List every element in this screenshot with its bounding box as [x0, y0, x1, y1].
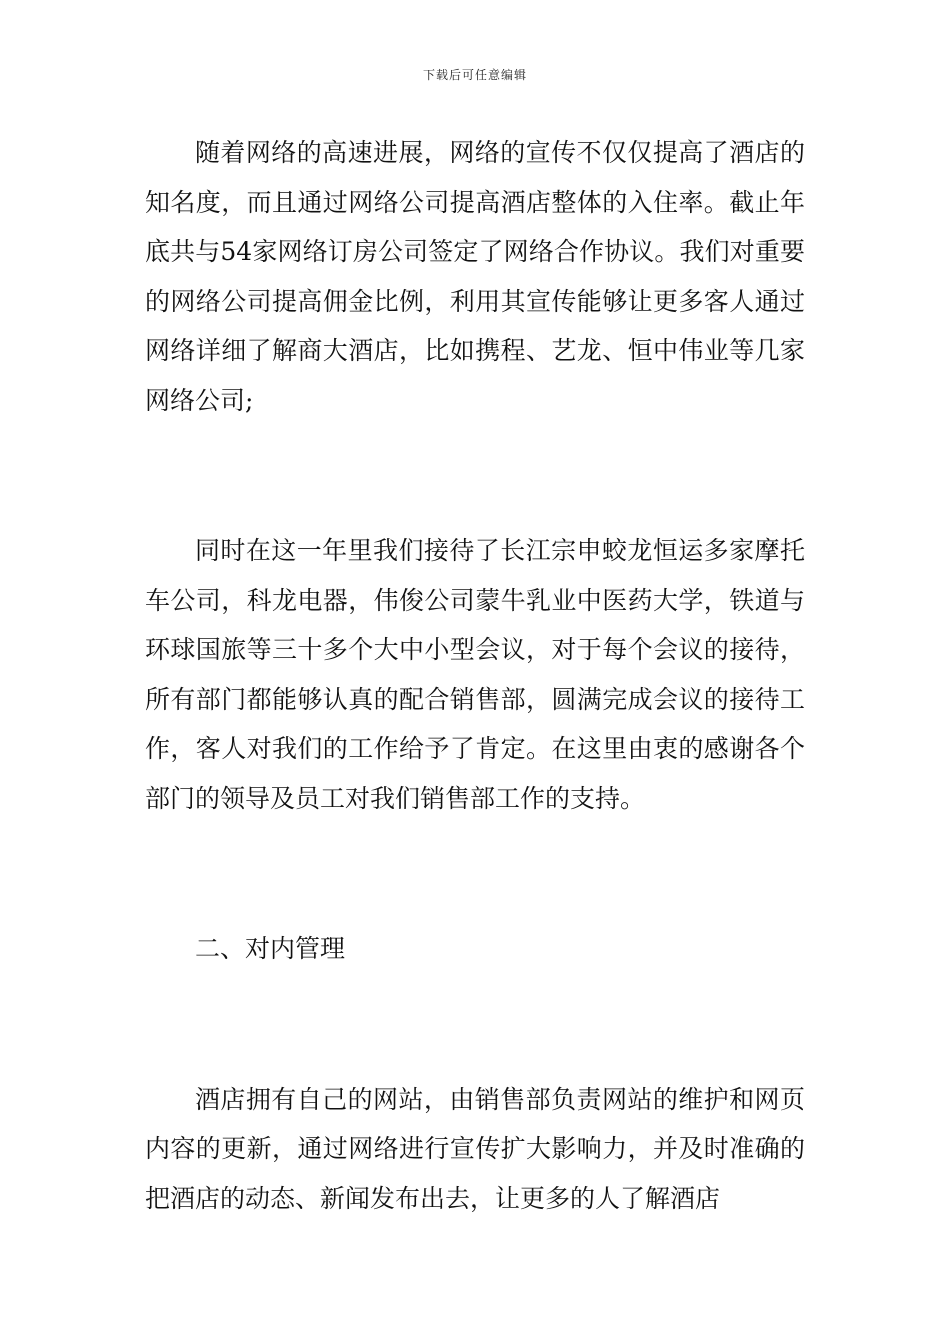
page-header-note: 下载后可任意编辑: [422, 68, 527, 82]
paragraph-conference-reception: 同时在这一年里我们接待了长江宗申蛟龙恒运多家摩托车公司，科龙电器，伟俊公司蒙牛乳业中医药大学，铁道与环球国旅等三十多个大中小型会议，对于每个会议的接待，所有部门都能够认真的配合销售部，圆满完成会议的接待工作，客人对我们的工作给予了肯定。在这里由衷的感谢各个部门的领导及员工对我们销售部工作的支持。: [145, 536, 805, 813]
paragraph-hotel-website: 酒店拥有自己的网站，由销售部负责网站的维护和网页内容的更新，通过网络进行宣传扩大影响力，并及时准确的把酒店的动态、新闻发布出去，让更多的人了解酒店: [145, 1084, 805, 1213]
section-heading-internal-management: 二、对内管理: [195, 934, 346, 963]
document-body: [145, 128, 805, 1223]
paragraph-network-promotion: 随着网络的高速进展，网络的宣传不仅仅提高了酒店的知名度，而且通过网络公司提高酒店整体的入住率。截止年底共与54家网络订房公司签定了网络合作协议。我们对重要的网络公司提高佣金比例，利用其宣传能够让更多客人通过网络详细了解商大酒店，比如携程、艺龙、恒中伟业等几家网络公司;: [145, 138, 805, 415]
